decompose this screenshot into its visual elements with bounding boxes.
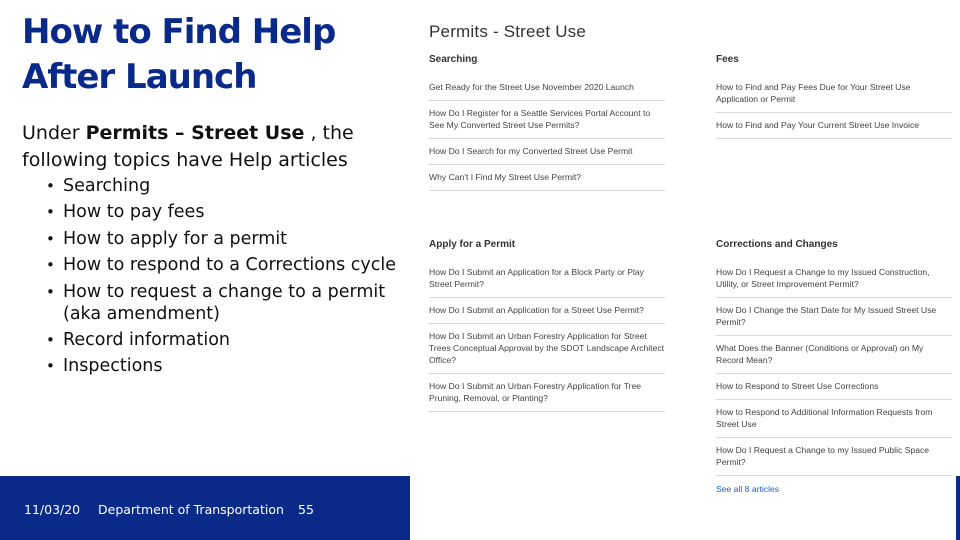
help-article-link[interactable]: How Do I Search for my Converted Street Use Permit [429,139,665,165]
bullet-item: • Inspections [22,355,412,377]
section-heading: Fees [716,54,739,65]
footer-date: 11/03/20 [24,502,81,517]
bullet-item: • Searching [22,175,412,197]
intro-bold: Permits – Street Use [85,122,305,144]
bullet-item: • How to respond to a Corrections cycle [22,254,412,276]
section-apply [429,238,665,412]
bullet-item: • How to pay fees [22,201,412,223]
help-article-link[interactable]: How Do I Request a Change to my Issued Construction, Utility, or Street Improvement Permit? [716,260,952,298]
section-heading: Apply for a Permit [429,239,516,250]
help-article-link[interactable]: Why Can't I Find My Street Use Permit? [429,165,665,191]
help-article-link[interactable]: How to Respond to Street Use Corrections [716,374,952,400]
section-fees [716,53,952,139]
help-article-link[interactable]: How Do I Request a Change to my Issued Public Space Permit? [716,438,952,476]
help-article-link[interactable]: How Do I Submit an Application for a Street Use Permit? [429,298,665,324]
help-article-link[interactable]: What Does the Banner (Conditions or Approval) on My Record Mean? [716,336,952,374]
help-article-link[interactable]: How to Respond to Additional Information Requests from Street Use [716,400,952,438]
title-line-2: After Launch [22,57,257,97]
section-heading: Corrections and Changes [716,239,838,250]
help-article-link[interactable]: How Do I Submit an Urban Forestry Application for Street Trees Conceptual Approval by the SDOT Landscape Architect Office? [429,324,665,374]
panel-title: Permits - Street Use [429,22,587,41]
footer-department: Department of Transportation [98,502,284,517]
footer-page-number: 55 [298,502,314,517]
intro-suffix: , the following topics have Help articles [22,122,354,171]
help-article-link[interactable]: How Do I Submit an Urban Forestry Application for Tree Pruning, Removal, or Planting? [429,374,665,412]
slide-title [22,10,382,100]
bullet-item: • How to request a change to a permit (aka amendment) [22,281,412,325]
edge-accent [956,476,960,540]
help-article-link[interactable]: How to Find and Pay Your Current Street Use Invoice [716,113,952,139]
title-line-1: How to Find Help [22,12,336,52]
bullet-item: • Record information [22,329,412,351]
intro-prefix: Under [22,122,86,144]
intro-text [22,120,402,174]
bullet-item: • How to apply for a permit [22,228,412,250]
footer-bar [0,476,410,540]
section-heading: Searching [429,54,478,65]
help-article-link[interactable]: How Do I Submit an Application for a Block Party or Play Street Permit? [429,260,665,298]
help-article-link[interactable]: How Do I Register for a Seattle Services Portal Account to See My Converted Street Use Permits? [429,101,665,139]
help-article-link[interactable]: Get Ready for the Street Use November 2020 Launch [429,75,665,101]
topic-bullet-list [22,175,412,382]
section-corrections [716,238,952,494]
section-searching [429,53,665,191]
see-all-articles-link[interactable]: See all 8 articles [716,484,780,494]
help-article-link[interactable]: How to Find and Pay Fees Due for Your Street Use Application or Permit [716,75,952,113]
help-article-link[interactable]: How Do I Change the Start Date for My Issued Street Use Permit? [716,298,952,336]
